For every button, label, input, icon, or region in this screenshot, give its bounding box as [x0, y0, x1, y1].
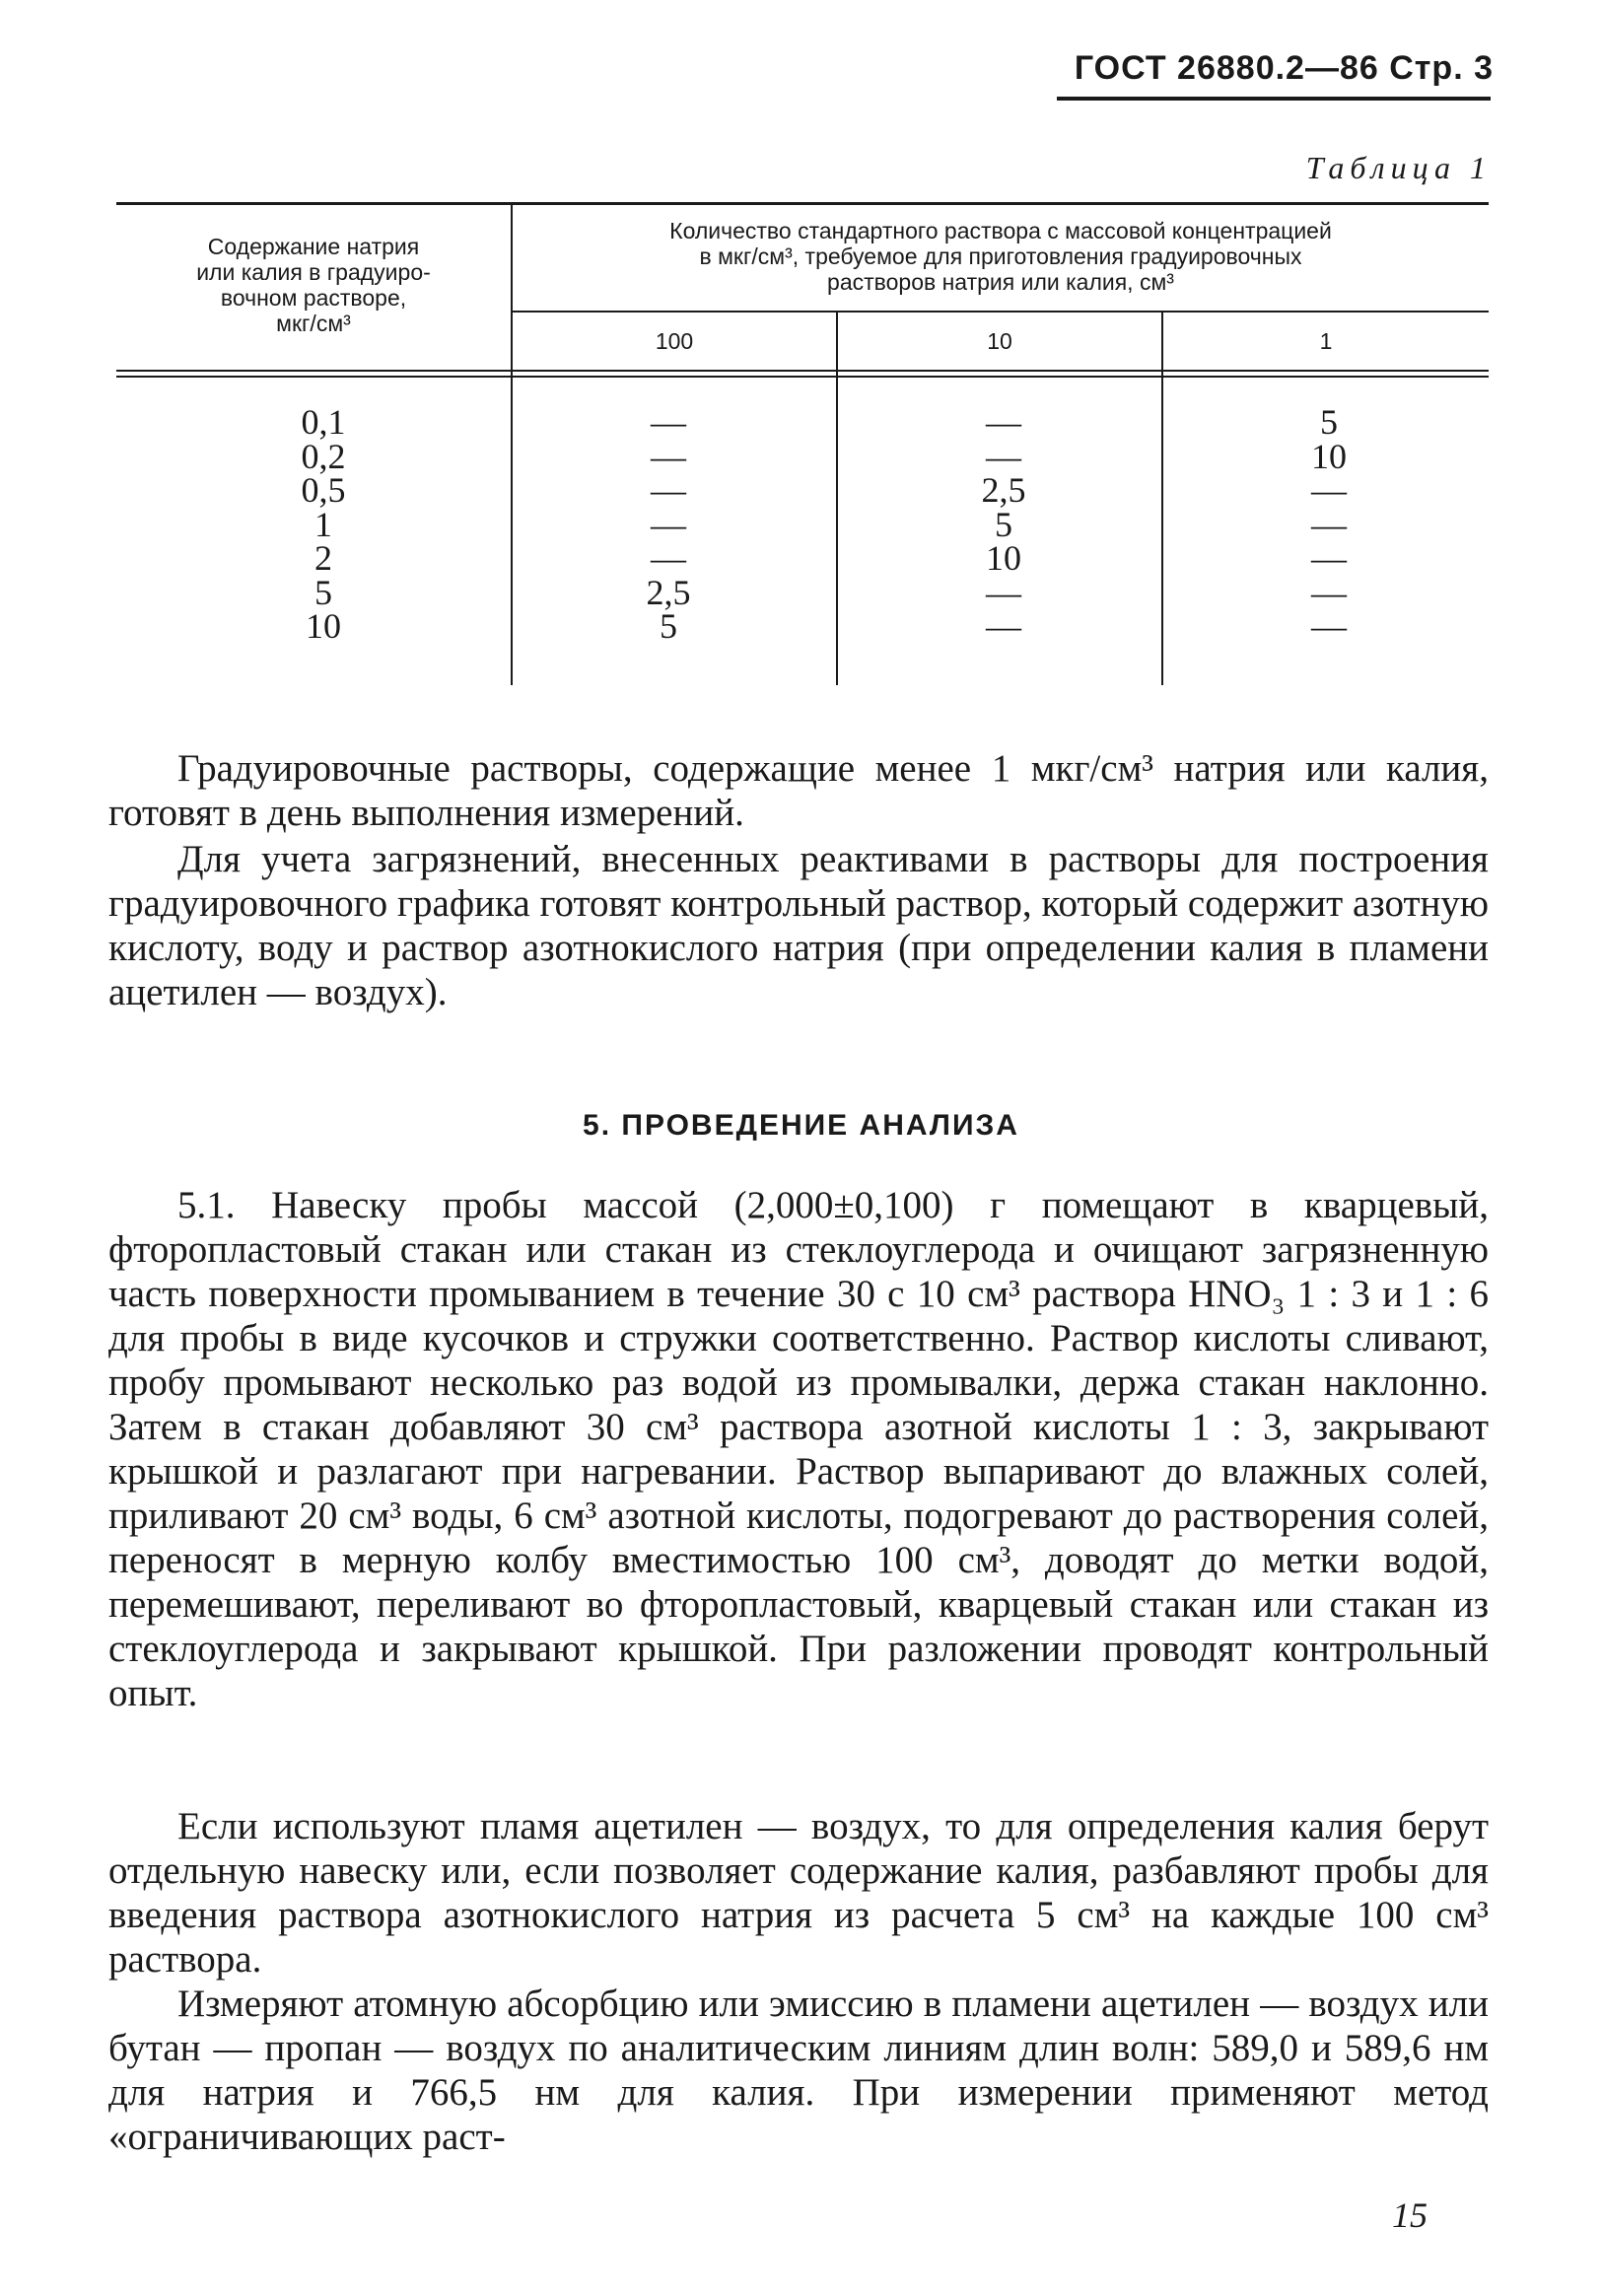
table-top-rule [116, 202, 1489, 205]
calibration-table [116, 202, 1489, 685]
table-col-divider-1 [511, 202, 513, 685]
paragraph-5-1: 5.1. Навеску пробы массой (2,000±0,100) г помещают в кварцевый, фторопластовый стакан или стакан из стеклоуглерода и очищают загрязненную часть поверхности промыванием в течение 30 с 10 см³ раствора HNO₃ 1 : 3 и 1 : 6 для пробы в виде кусочков и стружки соответственно. Раствор кислоты сливают, пробу промывают несколько раз водой из промывалки, держа стакан наклонно. Затем в стакан добавляют 30 см³ раствора азотной кислоты 1 : 3, закрывают крышкой и разлагают при нагревании. Раствор выпаривают до влажных солей, приливают 20 см³ воды, 6 см³ азотной кислоты, подогревают до растворения солей, переносят в мерную колбу вместимостью 100 см³, доводят до метки водой, перемешивают, переливают во фторопластовый, кварцевый стакан или стакан из стеклоуглерода и закрывают крышкой. При разложении проводят контрольный опыт. [108, 1184, 1489, 1714]
table-cell: 10 [986, 538, 1021, 578]
table-cell: — [986, 436, 1021, 476]
col-header-line: мкг/см³ [276, 311, 351, 336]
paragraph-control-solution: Для учета загрязнений, внесенных реактивами в растворы для построения градуировочного графика готовят контрольный раствор, который содержит азотную кислоту, воду и раствор азотнокислого натрия (при определении калия в пламени ацетилен — воздух). [108, 838, 1489, 1013]
group-header-line: в мкг/см³, требуемое для приготовления градуировочных [699, 244, 1302, 269]
table-cell: — [986, 606, 1021, 646]
table-col-divider-3 [1161, 313, 1163, 685]
paragraph-measurement: Измеряют атомную абсорбцию или эмиссию в пламени ацетилен — воздух или бутан — пропан — воздух по аналитическим линиям длин волн: 589,0 и 589,6 нм для натрия и 766,5 нм для калия. При измерении применяют метод «ограничивающих раст- [108, 1983, 1489, 2158]
sub-header-1: 1 [1319, 328, 1333, 354]
table-cell: 2 [314, 538, 332, 578]
paragraph-calibration-note: Градуировочные растворы, содержащие менее 1 мкг/см³ натрия или калия, готовят в день выполнения измерений. [108, 747, 1489, 834]
sub-header-10: 10 [987, 328, 1012, 354]
col-header-line: или калия в градуиро- [196, 259, 431, 285]
paragraph-flame-acetylene: Если используют пламя ацетилен — воздух, то для определения калия берут отдельную навеску или, если позволяет содержание калия, разбавляют пробы для введения раствора азотнокислого натрия из расчета 5 см³ на каждые 100 см³ раствора. [108, 1805, 1489, 1981]
table-cell: — [1311, 572, 1347, 612]
page-number: 15 [1392, 2195, 1428, 2235]
column-1 [1270, 402, 1388, 646]
table-cell: 0,2 [301, 436, 346, 476]
header-bottom-rule-2 [116, 376, 1489, 378]
header-bottom-rule-1 [116, 370, 1489, 372]
col-header-line: вочном растворе, [220, 285, 407, 311]
table-cell: 5 [1320, 402, 1338, 442]
table-cell: — [986, 402, 1021, 442]
table-cell: — [1311, 538, 1347, 578]
table-cell: 0,5 [301, 470, 346, 510]
document-header: ГОСТ 26880.2—86 Стр. 3 [1074, 49, 1494, 87]
group-header [522, 218, 1479, 295]
sub-header-100: 100 [655, 328, 694, 354]
table-cell: — [651, 436, 686, 476]
col-header-content [116, 234, 511, 336]
table-cell: 2,5 [981, 470, 1026, 510]
section-title: 5. ПРОВЕДЕНИЕ АНАЛИЗА [583, 1109, 1019, 1142]
column-10 [944, 402, 1063, 646]
table-cell: 2,5 [646, 572, 691, 612]
group-header-rule [511, 311, 1489, 313]
table-cell: 5 [314, 572, 332, 612]
table-cell: — [651, 470, 686, 510]
table-cell: — [651, 538, 686, 578]
table-cell: — [1311, 504, 1347, 544]
group-header-line: Количество стандартного раствора с массовой концентрацией [669, 218, 1332, 244]
table-cell: 1 [314, 504, 332, 544]
table-cell: 10 [306, 606, 341, 646]
table-cell: 5 [660, 606, 677, 646]
column-content [264, 402, 383, 646]
table-cell: — [651, 402, 686, 442]
table-caption: Таблица 1 [1305, 150, 1492, 185]
table-cell: — [1311, 606, 1347, 646]
table-cell: 0,1 [301, 402, 346, 442]
col-header-line: Содержание натрия [207, 234, 420, 259]
column-100 [609, 402, 728, 646]
table-col-divider-2 [836, 313, 838, 685]
group-header-line: растворов натрия или калия, см³ [827, 269, 1174, 295]
table-cell: 10 [1311, 436, 1347, 476]
table-cell: — [1311, 470, 1347, 510]
table-cell: — [651, 504, 686, 544]
header-rule [1057, 97, 1491, 101]
table-cell: 5 [995, 504, 1012, 544]
table-cell: — [986, 572, 1021, 612]
